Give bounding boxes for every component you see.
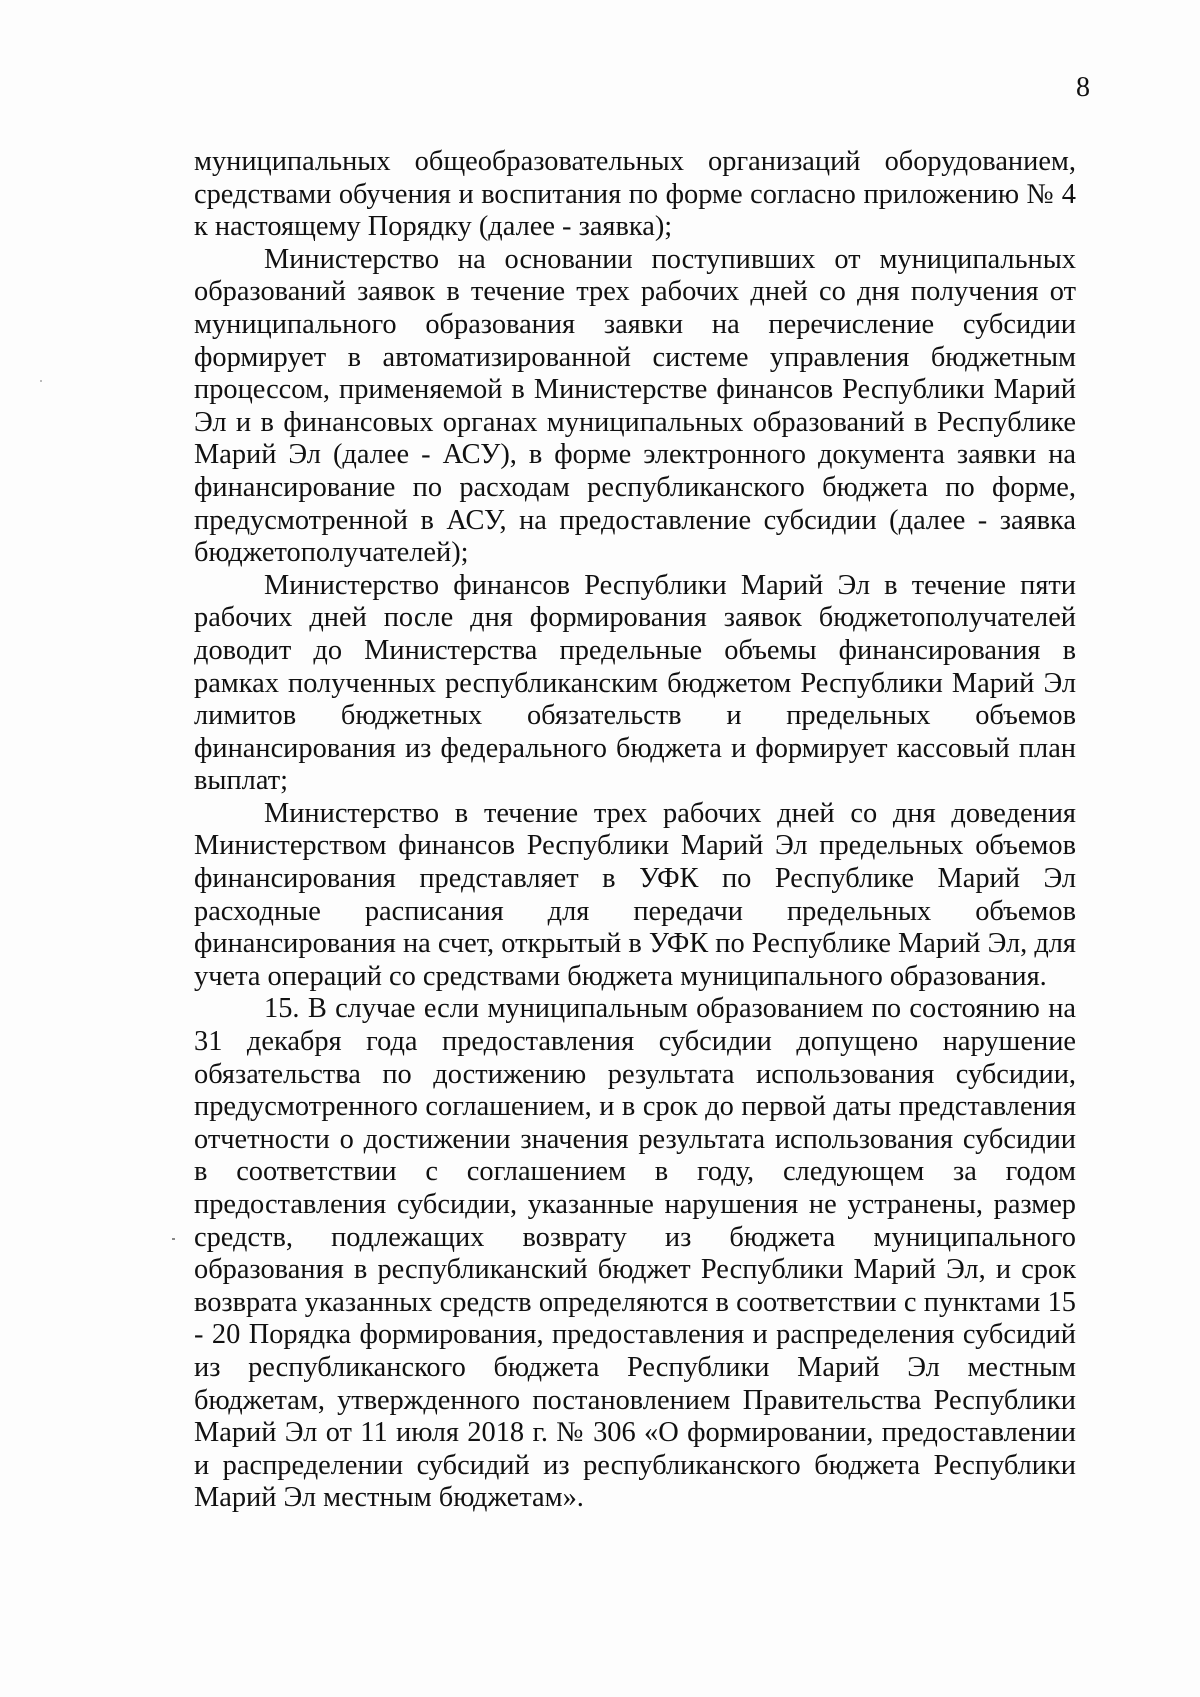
paragraph-continuation: муниципальных общеобразовательных организаций оборудованием, средствами обучения и воспитания по форме согласно приложению № 4 к настоящему Порядку (далее - заявка); xyxy=(194,146,1076,243)
paragraph-expense-schedules: Министерство в течение трех рабочих дней со дня доведения Министерством финансов Республики Марий Эл предельных объемов финансирования представляет в УФК по Республике Марий Эл расходные расписания для передачи предельных объемов финансирования на счет, открытый в УФК по Республике Марий Эл, для учета операций со средствами бюджета муниципального образования. xyxy=(194,797,1076,992)
document-body xyxy=(194,146,1076,1515)
page-number: 8 xyxy=(1076,72,1090,103)
scan-margin-speck xyxy=(40,380,42,382)
paragraph-ministry-requests: Министерство на основании поступивших от муниципальных образований заявок в течение трех рабочих дней со дня получения от муниципального образования заявки на перечисление субсидии формирует в автоматизированной системе управления бюджетным процессом, применяемой в Министерстве финансов Республики Марий Эл и в финансовых органах муниципальных образований в Республике Марий Эл (далее - АСУ), в форме электронного документа заявки на финансирование по расходам республиканского бюджета по форме, предусмотренной в АСУ, на предоставление субсидии (далее - заявка бюджетополучателей); xyxy=(194,243,1076,569)
paragraph-clause-15: 15. В случае если муниципальным образованием по состоянию на 31 декабря года предоставления субсидии допущено нарушение обязательства по достижению результата использования субсидии, предусмотренного соглашением, и в срок до первой даты представления отчетности о достижении значения результата использования субсидии в соответствии с соглашением в году, следующем за годом предоставления субсидии, указанные нарушения не устранены, размер средств, подлежащих возврату из бюджета муниципального образования в республиканский бюджет Республики Марий Эл, и срок возврата указанных средств определяются в соответствии с пунктами 15 - 20 Порядка формирования, предоставления и распределения субсидий из республиканского бюджета Республики Марий Эл местным бюджетам, утвержденного постановлением Правительства Республики Марий Эл от 11 июля 2018 г. № 306 «О формировании, предоставлении и распределении субсидий из республиканского бюджета Республики Марий Эл местным бюджетам». xyxy=(194,993,1076,1514)
paragraph-finance-ministry: Министерство финансов Республики Марий Эл в течение пяти рабочих дней после дня формирования заявок бюджетополучателей доводит до Министерства предельные объемы финансирования в рамках полученных республиканским бюджетом Республики Марий Эл лимитов бюджетных обязательств и предельных объемов финансирования из федерального бюджета и формирует кассовый план выплат; xyxy=(194,569,1076,797)
scan-margin-mark xyxy=(172,1238,175,1240)
